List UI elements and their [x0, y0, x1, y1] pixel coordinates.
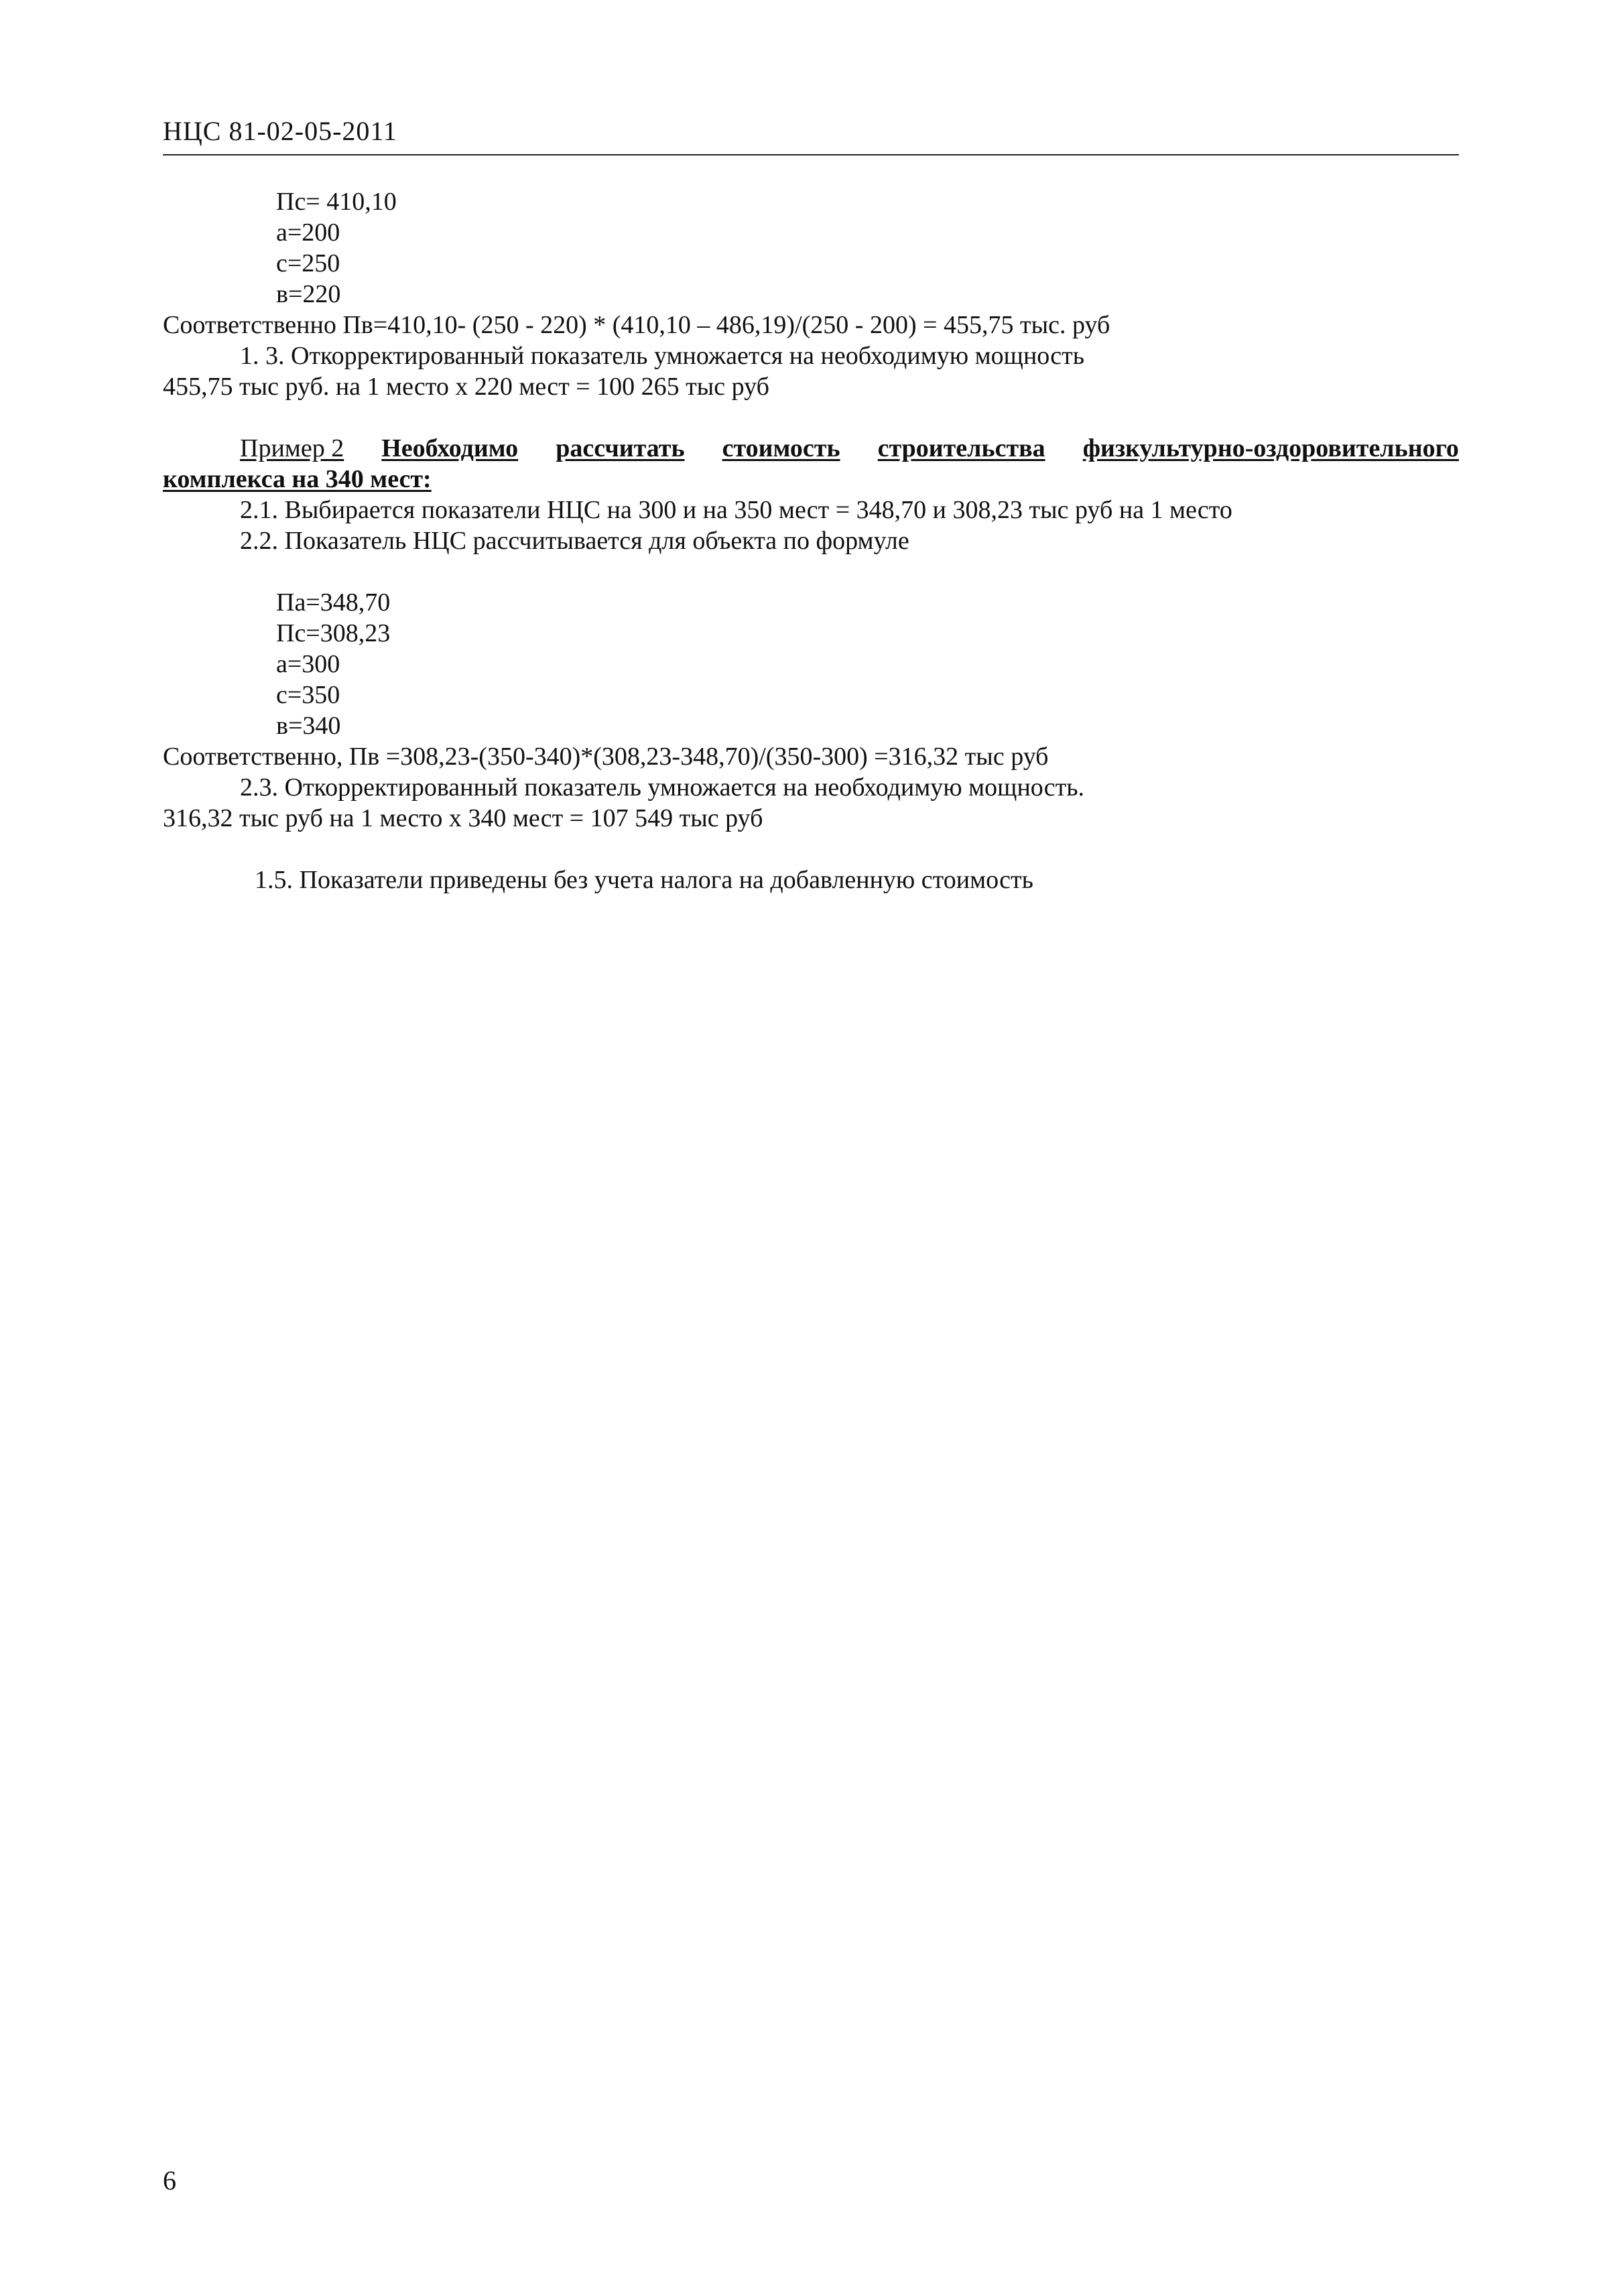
calculation-result: Соответственно, Пв =308,23-(350-340)*(308,23-348,70)/(350-300) =316,32 тыс руб — [163, 743, 1049, 771]
example-title-word: физкультурно-оздоровительного — [1082, 434, 1459, 462]
example-title-word: стоимость — [722, 434, 840, 462]
header-rule — [163, 154, 1459, 155]
example-title-word: Необходимо — [381, 434, 519, 462]
step-text: 1. 3. Откорректированный показатель умножается на необходимую мощность — [240, 342, 1085, 370]
final-result: 316,32 тыс руб на 1 место х 340 мест = 107 549 тыс руб — [163, 804, 763, 832]
formula-variable: а=300 — [276, 650, 340, 678]
formula-variable: с=350 — [276, 681, 340, 709]
calculation-result: Соответственно Пв=410,10- (250 - 220) * (410,10 – 486,19)/(250 - 200) = 455,75 тыс. руб — [163, 311, 1110, 339]
formula-variable: в=340 — [276, 712, 341, 740]
final-result: 455,75 тыс руб. на 1 место х 220 мест = 100 265 тыс руб — [163, 373, 769, 401]
example-title-word: Пример 2 — [240, 434, 344, 462]
formula-variable: Па=348,70 — [276, 588, 391, 617]
formula-variable: в=220 — [276, 280, 341, 308]
example-title — [240, 433, 1459, 464]
formula-variable: с=250 — [276, 249, 340, 277]
example-title-continuation: комплекса на 340 мест: — [163, 465, 432, 493]
example-title-word: строительства — [877, 434, 1045, 462]
formula-variable: Пс=308,23 — [276, 619, 391, 647]
vat-note: 1.5. Показатели приведены без учета налога на добавленную стоимость — [255, 866, 1033, 894]
formula-variable: а=200 — [276, 218, 340, 247]
example-title-word: рассчитать — [556, 434, 685, 462]
step-text: 2.2. Показатель НЦС рассчитывается для объекта по формуле — [240, 527, 909, 555]
document-code-header: НЦС 81-02-05-2011 — [163, 116, 397, 146]
step-text: 2.1. Выбирается показатели НЦС на 300 и на 350 мест = 348,70 и 308,23 тыс руб на 1 место — [240, 496, 1232, 524]
step-text: 2.3. Откорректированный показатель умножается на необходимую мощность. — [240, 773, 1085, 802]
formula-variable: Пс= 410,10 — [276, 188, 397, 216]
page-number: 6 — [163, 2165, 176, 2195]
